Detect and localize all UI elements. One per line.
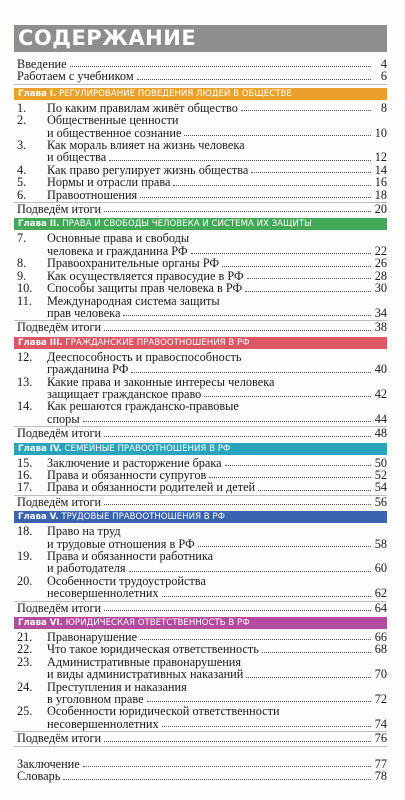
entry-title: Нормы и отрасли права bbox=[47, 175, 171, 190]
chapter-title: ЮРИДИЧЕСКАЯ ОТВЕТСТВЕННОСТЬ В РФ bbox=[65, 618, 250, 629]
entry-number: 11. bbox=[17, 293, 32, 308]
toc-entry-line[interactable] bbox=[14, 282, 387, 294]
toc-entry-outro[interactable] bbox=[14, 758, 387, 770]
page-number: 58 bbox=[374, 536, 387, 551]
entry-title: Правонарушение bbox=[47, 630, 138, 645]
chapter-label: Глава VI. bbox=[18, 618, 63, 629]
page-number: 70 bbox=[374, 667, 387, 682]
entry-title: По каким правилам живёт общество bbox=[47, 100, 238, 115]
toc-entry[interactable] bbox=[14, 351, 387, 376]
chapter-title: ТРУДОВЫЕ ПРАВООТНОШЕНИЯ В РФ bbox=[61, 512, 225, 523]
entry-title: и виды административных наказаний bbox=[47, 667, 244, 682]
dot-leader bbox=[109, 160, 371, 161]
dot-leader bbox=[258, 490, 371, 491]
page-number: 8 bbox=[380, 100, 387, 115]
entry-title: Заключение bbox=[17, 756, 80, 771]
entry-number: 23. bbox=[17, 654, 33, 669]
toc-entry[interactable] bbox=[14, 176, 387, 188]
entry-number: 20. bbox=[17, 573, 33, 588]
entry-title: Способы защиты прав человека в РФ bbox=[47, 281, 243, 296]
page-number: 40 bbox=[374, 362, 387, 377]
toc-entry-line[interactable] bbox=[14, 151, 387, 163]
chapter-header bbox=[14, 88, 387, 100]
page-number: 60 bbox=[374, 561, 387, 576]
page-number: 77 bbox=[374, 756, 387, 771]
toc-entry-line[interactable] bbox=[14, 363, 387, 375]
toc-entry[interactable] bbox=[14, 643, 387, 655]
entry-title: Подведём итоги bbox=[17, 600, 102, 615]
dot-leader bbox=[147, 701, 371, 702]
entry-title: Как право регулирует жизнь общества bbox=[47, 162, 249, 177]
chapter-header bbox=[14, 218, 387, 230]
page-number: 34 bbox=[374, 305, 387, 320]
entry-number: 7. bbox=[17, 231, 27, 246]
entry-title: и общества bbox=[47, 150, 107, 165]
entry-title: прав человека bbox=[47, 305, 121, 320]
toc-list bbox=[14, 58, 387, 783]
entry-number: 17. bbox=[17, 480, 33, 495]
entry-title: и трудовые отношения в РФ bbox=[47, 536, 195, 551]
toc-entry[interactable] bbox=[14, 525, 387, 550]
entry-number: 9. bbox=[17, 268, 27, 283]
toc-entry[interactable] bbox=[14, 681, 387, 706]
entry-title: Преступления и наказания bbox=[47, 679, 187, 694]
page-number: 62 bbox=[374, 586, 387, 601]
page-number: 30 bbox=[374, 281, 387, 296]
page-number: 72 bbox=[374, 692, 387, 707]
entry-title: Как осуществляется правосудие в РФ bbox=[47, 268, 244, 283]
dot-leader bbox=[241, 110, 371, 111]
dot-leader bbox=[137, 79, 371, 80]
toc-entry[interactable] bbox=[14, 189, 387, 201]
entry-title: несовершеннолетних bbox=[47, 716, 159, 731]
toc-entry-line[interactable] bbox=[14, 562, 387, 574]
entry-number: 16. bbox=[17, 467, 33, 482]
toc-entry-line[interactable] bbox=[14, 587, 387, 599]
dot-leader bbox=[222, 266, 371, 267]
toc-entry-outro[interactable] bbox=[14, 770, 387, 782]
chapter-label: Глава IV. bbox=[18, 443, 62, 454]
entry-title: Заключение и расторжение брака bbox=[47, 455, 222, 470]
dot-leader bbox=[83, 421, 371, 422]
entry-title: Как решаются гражданско-правовые bbox=[47, 399, 239, 414]
toc-entry-summary[interactable] bbox=[14, 321, 387, 333]
entry-title: Международная система защиты bbox=[47, 293, 220, 308]
dot-leader bbox=[162, 596, 371, 597]
divider bbox=[14, 84, 387, 85]
entry-title: Правоотношения bbox=[47, 187, 138, 202]
page-number: 42 bbox=[374, 386, 387, 401]
toc-entry-line[interactable] bbox=[14, 481, 387, 493]
page-number: 10 bbox=[374, 125, 387, 140]
page-number: 28 bbox=[374, 268, 387, 283]
dot-leader bbox=[83, 766, 371, 767]
chapter-header bbox=[14, 511, 387, 523]
entry-title: в уголовном праве bbox=[47, 692, 144, 707]
dot-leader bbox=[104, 330, 371, 331]
dot-leader bbox=[104, 504, 371, 505]
toc-entry[interactable] bbox=[14, 232, 387, 257]
dot-leader bbox=[246, 677, 371, 678]
page-number: 22 bbox=[374, 243, 387, 258]
page-number: 48 bbox=[374, 426, 387, 441]
toc-entry-line[interactable] bbox=[14, 307, 387, 319]
entry-number: 14. bbox=[17, 399, 33, 414]
toc-entry[interactable] bbox=[14, 139, 387, 164]
page-number: 68 bbox=[374, 642, 387, 657]
page-number: 18 bbox=[374, 187, 387, 202]
entry-title: Правоохранительные органы РФ bbox=[47, 256, 220, 271]
toc-entry-line[interactable] bbox=[14, 189, 387, 201]
toc-entry[interactable] bbox=[14, 295, 387, 320]
page-number: 6 bbox=[380, 69, 387, 84]
page-number: 38 bbox=[374, 320, 387, 335]
entry-number: 12. bbox=[17, 349, 33, 364]
toc-title: СОДЕРЖАНИЕ bbox=[14, 25, 387, 52]
entry-number: 4. bbox=[17, 162, 27, 177]
toc-entry-summary[interactable] bbox=[14, 732, 387, 744]
entry-title: гражданина РФ bbox=[47, 362, 129, 377]
toc-entry-line bbox=[14, 400, 387, 412]
toc-entry[interactable] bbox=[14, 114, 387, 139]
chapter-title: ПРАВА И СВОБОДЫ ЧЕЛОВЕКА И СИСТЕМА ИХ ЗАЩИТЫ bbox=[62, 219, 312, 230]
entry-title: Основные права и свободы bbox=[47, 231, 190, 246]
entry-title: Общественные ценности bbox=[47, 113, 179, 128]
dot-leader bbox=[198, 546, 371, 547]
entry-number: 6. bbox=[17, 187, 27, 202]
toc-entry-line bbox=[14, 705, 387, 717]
chapter-label: Глава V. bbox=[18, 512, 59, 523]
chapter-label: Глава III. bbox=[18, 337, 63, 348]
toc-entry-line[interactable] bbox=[14, 668, 387, 680]
dot-leader bbox=[63, 779, 371, 780]
entry-title: Подведём итоги bbox=[17, 731, 102, 746]
entry-title: Право на труд bbox=[47, 524, 121, 539]
entry-title: Введение bbox=[17, 57, 67, 71]
entry-number: 8. bbox=[17, 256, 27, 271]
entry-title: человека и гражданина РФ bbox=[47, 243, 188, 258]
chapter-header bbox=[14, 617, 387, 629]
chapter-header bbox=[14, 337, 387, 349]
page-number: 12 bbox=[374, 150, 387, 165]
page-number: 52 bbox=[374, 467, 387, 482]
dot-leader bbox=[225, 465, 371, 466]
dot-leader bbox=[140, 639, 371, 640]
entry-title: споры bbox=[47, 411, 80, 426]
entry-title: Подведём итоги bbox=[17, 320, 102, 335]
page-number: 44 bbox=[374, 411, 387, 426]
entry-title: Дееспособность и правоспособность bbox=[47, 349, 242, 364]
page-number: 64 bbox=[374, 600, 387, 615]
page-number: 16 bbox=[374, 175, 387, 190]
chapter-header bbox=[14, 443, 387, 455]
entry-title: защищает гражданское право bbox=[47, 386, 202, 401]
page-number: 50 bbox=[374, 455, 387, 470]
entry-number: 5. bbox=[17, 175, 27, 190]
chapter-label: Глава II. bbox=[18, 219, 60, 230]
toc-entry-summary[interactable] bbox=[14, 496, 387, 508]
entry-title: Работаем с учебником bbox=[17, 69, 134, 84]
entry-number: 15. bbox=[17, 455, 33, 470]
dot-leader bbox=[184, 135, 371, 136]
toc-entry-summary[interactable] bbox=[14, 203, 387, 215]
entry-title: Подведём итоги bbox=[17, 426, 102, 441]
toc-entry-summary[interactable] bbox=[14, 427, 387, 439]
entry-title: и работодателя bbox=[47, 561, 126, 576]
dot-leader bbox=[173, 185, 371, 186]
dot-leader bbox=[104, 610, 371, 611]
toc-entry-summary[interactable] bbox=[14, 602, 387, 614]
toc-entry-line[interactable] bbox=[14, 257, 387, 269]
entry-title: Подведём итоги bbox=[17, 494, 102, 509]
dot-leader bbox=[162, 726, 371, 727]
entry-title: Административные правонарушения bbox=[47, 654, 242, 669]
entry-number: 19. bbox=[17, 549, 33, 563]
entry-title: Права и обязанности супругов bbox=[47, 467, 207, 482]
chapter-title: РЕГУЛИРОВАНИЕ ПОВЕДЕНИЯ ЛЮДЕЙ В ОБЩЕСТВЕ bbox=[59, 88, 292, 99]
toc-entry-line bbox=[14, 114, 387, 126]
toc-entry[interactable] bbox=[14, 550, 387, 575]
dot-leader bbox=[209, 477, 371, 478]
toc-entry-line[interactable] bbox=[14, 176, 387, 188]
toc-entry[interactable] bbox=[14, 282, 387, 294]
toc-entry-line bbox=[14, 232, 387, 244]
entry-number: 2. bbox=[17, 113, 27, 128]
toc-entry-line[interactable] bbox=[14, 413, 387, 425]
page-number: 78 bbox=[374, 769, 387, 784]
entry-title: Особенности юридической ответственности bbox=[47, 704, 280, 719]
page-number: 20 bbox=[374, 202, 387, 217]
dot-leader bbox=[245, 291, 371, 292]
entry-number: 24. bbox=[17, 679, 33, 694]
page-number: 14 bbox=[374, 162, 387, 177]
toc-entry-line[interactable] bbox=[14, 643, 387, 655]
dot-leader bbox=[204, 396, 371, 397]
entry-number: 10. bbox=[17, 281, 33, 296]
chapter-title: ГРАЖДАНСКИЕ ПРАВООТНОШЕНИЯ В РФ bbox=[65, 337, 250, 348]
toc-entry-line bbox=[14, 525, 387, 537]
toc-entry[interactable] bbox=[14, 575, 387, 600]
entry-title: Как мораль влияет на жизнь человека bbox=[47, 138, 245, 153]
page-number: 74 bbox=[374, 716, 387, 731]
entry-number: 18. bbox=[17, 524, 33, 539]
entry-number: 3. bbox=[17, 138, 27, 153]
page-number: 66 bbox=[374, 630, 387, 645]
page-number: 26 bbox=[374, 256, 387, 271]
dot-leader bbox=[70, 66, 371, 67]
entry-title: Словарь bbox=[17, 769, 61, 784]
entry-title: Подведём итоги bbox=[17, 202, 102, 217]
entry-title: Что такое юридическая ответственность bbox=[47, 642, 259, 657]
chapter-label: Глава I. bbox=[18, 88, 57, 99]
entry-title: Особенности трудоустройства bbox=[47, 573, 206, 588]
dot-leader bbox=[104, 211, 371, 212]
dot-leader bbox=[104, 741, 371, 742]
dot-leader bbox=[104, 436, 371, 437]
dot-leader bbox=[123, 315, 371, 316]
entry-number: 25. bbox=[17, 704, 33, 719]
dot-leader bbox=[131, 372, 371, 373]
dot-leader bbox=[191, 253, 371, 254]
dot-leader bbox=[247, 278, 371, 279]
toc-entry[interactable] bbox=[14, 481, 387, 493]
dot-leader bbox=[140, 197, 371, 198]
toc-entry[interactable] bbox=[14, 376, 387, 401]
entry-title: и общественное сознание bbox=[47, 125, 182, 140]
entry-title: Права и обязанности работника bbox=[47, 549, 214, 563]
toc-entry[interactable] bbox=[14, 400, 387, 425]
toc-entry-intro[interactable] bbox=[14, 70, 387, 82]
entry-number: 21. bbox=[17, 630, 33, 645]
dot-leader bbox=[251, 172, 371, 173]
toc-entry-line[interactable] bbox=[14, 718, 387, 730]
entry-number: 13. bbox=[17, 374, 33, 389]
dot-leader bbox=[129, 571, 371, 572]
toc-entry[interactable] bbox=[14, 257, 387, 269]
toc-entry[interactable] bbox=[14, 705, 387, 730]
entry-title: Какие права и законные интересы человека bbox=[47, 374, 275, 389]
page-number: 54 bbox=[374, 480, 387, 495]
page-number: 56 bbox=[374, 494, 387, 509]
page-number: 4 bbox=[380, 57, 387, 71]
dot-leader bbox=[262, 652, 371, 653]
chapter-title: СЕМЕЙНЫЕ ПРАВООТНОШЕНИЯ В РФ bbox=[64, 443, 231, 454]
toc-entry[interactable] bbox=[14, 656, 387, 681]
entry-number: 1. bbox=[17, 100, 27, 115]
entry-number: 22. bbox=[17, 642, 33, 657]
entry-title: несовершеннолетних bbox=[47, 586, 159, 601]
entry-title: Права и обязанности родителей и детей bbox=[47, 480, 256, 495]
page-number: 76 bbox=[374, 731, 387, 746]
